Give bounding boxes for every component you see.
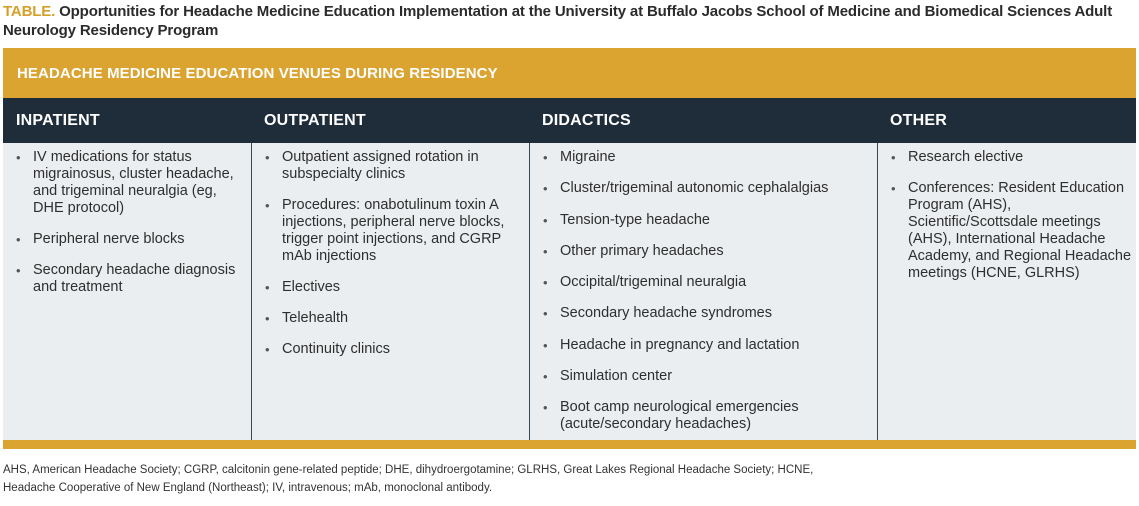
list-item: • Procedures: onabotulinum toxin A injections, peripheral nerve blocks, trigger point injections, and CGRP mAb injections bbox=[265, 197, 520, 265]
list-item: • Telehealth bbox=[265, 310, 520, 327]
list-item: • Migraine bbox=[543, 149, 873, 166]
column-header-outpatient: OUTPATIENT bbox=[264, 112, 366, 129]
list-item: • Other primary headaches bbox=[543, 243, 873, 260]
table-caption bbox=[3, 2, 1133, 40]
list-item: • Secondary headache diagnosis and treatment bbox=[16, 262, 241, 296]
column-didactics bbox=[529, 143, 877, 440]
table-footnote bbox=[3, 461, 1003, 497]
list-item: • Cluster/trigeminal autonomic cephalalgias bbox=[543, 180, 873, 197]
column-inpatient bbox=[3, 143, 250, 440]
list-item: • Boot camp neurological emergencies (acute/secondary headaches) bbox=[543, 399, 873, 433]
column-outpatient bbox=[251, 143, 529, 440]
caption-text: Opportunities for Headache Medicine Education Implementation at the University at Buffalo Jacobs School of Medicine and Biomedical Sciences Adult Neurology Residency Program bbox=[3, 3, 1113, 39]
outpatient-list bbox=[265, 149, 520, 372]
banner-title: HEADACHE MEDICINE EDUCATION VENUES DURING RESIDENCY bbox=[17, 65, 498, 82]
footnote-line-2: Headache Cooperative of New England (Northeast); IV, intravenous; mAb, monoclonal antibody. bbox=[3, 482, 493, 494]
other-list bbox=[891, 149, 1131, 296]
didactics-list bbox=[543, 149, 873, 448]
column-header-didactics: DIDACTICS bbox=[542, 112, 631, 129]
list-item: • Outpatient assigned rotation in subspecialty clinics bbox=[265, 149, 520, 183]
list-item: • Occipital/trigeminal neuralgia bbox=[543, 274, 873, 291]
list-item: • Conferences: Resident Education Program (AHS), Scientific/Scottsdale meetings (AHS), International Headache Academy, and Regional Headache meetings (HCNE, GLRHS) bbox=[891, 180, 1131, 282]
column-other bbox=[877, 143, 1137, 440]
list-item: • Tension-type headache bbox=[543, 212, 873, 229]
column-header-other: OTHER bbox=[890, 112, 947, 129]
column-header-row bbox=[3, 98, 1136, 143]
column-header-inpatient: INPATIENT bbox=[16, 112, 100, 129]
table-bottom-bar bbox=[3, 440, 1136, 449]
list-item: • IV medications for status migrainosus, cluster headache, and trigeminal neuralgia (eg, DHE protocol) bbox=[16, 149, 241, 217]
table-body-row bbox=[3, 143, 1136, 440]
list-item: • Research elective bbox=[891, 149, 1131, 166]
list-item: • Simulation center bbox=[543, 368, 873, 385]
list-item: • Headache in pregnancy and lactation bbox=[543, 337, 873, 354]
education-venues-table bbox=[3, 48, 1136, 449]
list-item: • Continuity clinics bbox=[265, 341, 520, 358]
list-item: • Secondary headache syndromes bbox=[543, 305, 873, 322]
inpatient-list bbox=[16, 149, 241, 310]
table-banner bbox=[3, 48, 1136, 98]
list-item: • Peripheral nerve blocks bbox=[16, 231, 241, 248]
footnote-line-1: AHS, American Headache Society; CGRP, calcitonin gene-related peptide; DHE, dihydroergotamine; GLRHS, Great Lakes Regional Headache Society; HCNE, bbox=[3, 464, 814, 476]
list-item: • Electives bbox=[265, 279, 520, 296]
caption-tag: TABLE. bbox=[3, 3, 56, 20]
